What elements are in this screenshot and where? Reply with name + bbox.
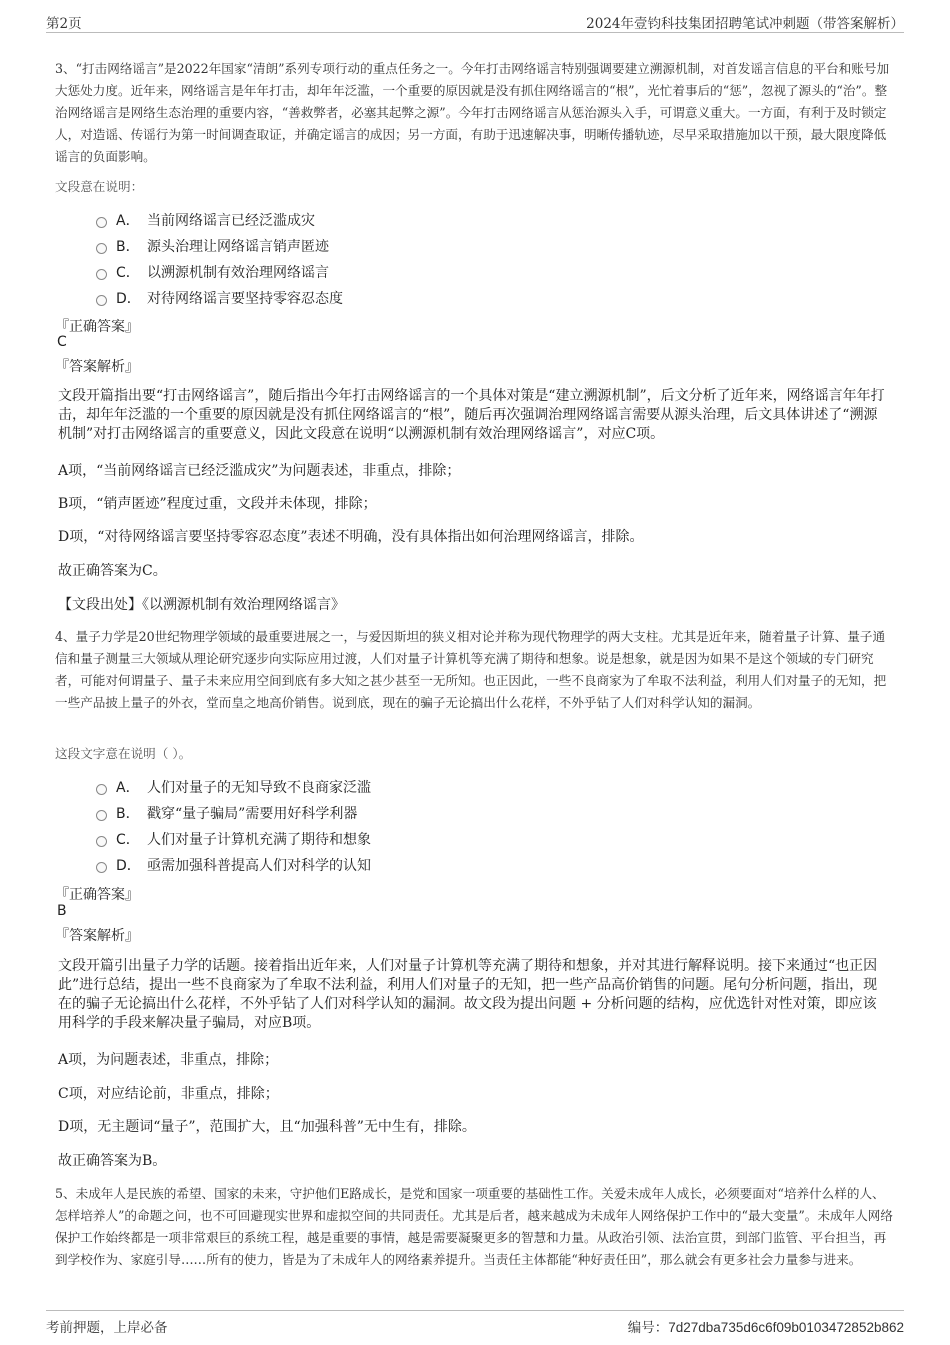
option-text: 人们对量子计算机充满了期待和想象 bbox=[147, 832, 371, 848]
q3-options bbox=[96, 207, 896, 311]
radio-icon[interactable] bbox=[96, 862, 107, 873]
q3-option-d[interactable] bbox=[96, 285, 896, 311]
option-letter: D． bbox=[116, 291, 141, 307]
option-letter: A． bbox=[116, 213, 140, 229]
q4-note-a: A项，为问题表述，非重点，排除； bbox=[58, 1052, 279, 1068]
q4-answer: B bbox=[57, 903, 67, 919]
q3-answer-label: 『正确答案』 bbox=[55, 319, 139, 335]
option-letter: A． bbox=[116, 780, 140, 796]
option-letter: C． bbox=[116, 832, 140, 848]
q3-note-d: D项，“对待网络谣言要坚持零容忍态度”表述不明确，没有具体指出如何治理网络谣言，排除。 bbox=[58, 529, 644, 545]
page-header bbox=[46, 8, 904, 33]
radio-icon[interactable] bbox=[96, 243, 107, 254]
q3-option-a[interactable] bbox=[96, 207, 896, 233]
code-label: 编号： bbox=[627, 1320, 669, 1336]
q3-conclusion: 故正确答案为C。 bbox=[58, 563, 167, 579]
q4-option-c[interactable] bbox=[96, 826, 896, 852]
option-text: 当前网络谣言已经泛滥成灾 bbox=[147, 213, 315, 229]
q4-option-d[interactable] bbox=[96, 852, 896, 878]
q5-passage: 5、未成年人是民族的希望、国家的未来，守护他们E路成长，是党和国家一项重要的基础性工作。关爱未成年人成长，必须要面对“培养什么样的人、怎样培养人”的命题之问，也不可回避现实世界和虚拟空间的共同责任。尤其是后者，越来越成为未成年人网络保护工作中的“最大变量”。未成年人网络保护工作始终都是一项非常艰巨的系统工程，越是重要的事情，越是需要凝聚更多的智慧和力量。从政治引领、法治宣贯，到部门监管、平台担当，再到学校作为、家庭引导……所有的使力，皆是为了未成年人的网络素养提升。当责任主体都能“种好责任田”，那么就会有更多社会力量参与进来。 bbox=[55, 1186, 893, 1267]
option-text: 源头治理让网络谣言销声匿迹 bbox=[147, 239, 329, 255]
q3-note-b: B项，“销声匿迹”程度过重，文段并未体现，排除； bbox=[58, 496, 377, 512]
q4-note-d: D项，无主题词“量子”，范围扩大，且“加强科普”无中生有，排除。 bbox=[58, 1119, 476, 1135]
q3-passage: 3、“打击网络谣言”是2022年国家“清朗”系列专项行动的重点任务之一。今年打击网络谣言特别强调要建立溯源机制，对首发谣言信息的平台和账号加大惩处力度。近年来，网络谣言是年年打击，却年年泛滥，一个重要的原因就是没有抓住网络谣言的“根”，光忙着事后的“惩”，忽视了源头的“治”。整治网络谣言是网络生态治理的重要内容，“善救弊者，必塞其起弊之源”。今年打击网络谣言从惩治源头入手，可谓意义重大。一方面，有利于及时锁定人，对造谣、传谣行为第一时间调查取证，并确定谣言的成因；另一方面，有助于迅速解决事，明晰传播轨迹，尽早采取措施加以干预，最大限度降低谣言的负面影响。 bbox=[55, 61, 890, 164]
radio-icon[interactable] bbox=[96, 295, 107, 306]
option-letter: D． bbox=[116, 858, 141, 874]
q3-option-c[interactable] bbox=[96, 259, 896, 285]
q4-answer-label: 『正确答案』 bbox=[55, 887, 139, 903]
option-letter: B． bbox=[116, 239, 140, 255]
q4-options bbox=[96, 774, 896, 878]
option-letter: B． bbox=[116, 806, 140, 822]
q3-option-b[interactable] bbox=[96, 233, 896, 259]
option-text: 戳穿“量子骗局”需要用好科学利器 bbox=[147, 806, 358, 822]
radio-icon[interactable] bbox=[96, 836, 107, 847]
document-code bbox=[628, 1316, 904, 1336]
q3-note-a: A项，“当前网络谣言已经泛滥成灾”为问题表述，非重点，排除； bbox=[58, 463, 461, 479]
radio-icon[interactable] bbox=[96, 784, 107, 795]
q4-analysis: 文段开篇引出量子力学的话题。接着指出近年来，人们对量子计算机等充满了期待和想象，并对其进行解释说明。接下来通过“也正因此”进行总结，提出一些不良商家为了牟取不法利益，利用人们对量子的无知，把一些产品高价销售的问题。尾句分析问题，指出，现在的骗子无论搞出什么花样，不外乎钻了人们对科学认知的漏洞。故文段为提出问题 + 分析问题的结构，应优选针对性对策，即应该用科学的手段来解决量子骗局，对应B项。 bbox=[58, 958, 878, 1031]
q3-source: 【文段出处】《以溯源机制有效治理网络谣言》 bbox=[58, 597, 345, 613]
q4-option-a[interactable] bbox=[96, 774, 896, 800]
footer-slogan: 考前押题，上岸必备 bbox=[46, 1320, 168, 1336]
q4-option-b[interactable] bbox=[96, 800, 896, 826]
page-footer bbox=[46, 1310, 904, 1337]
option-text: 对待网络谣言要坚持零容忍态度 bbox=[147, 291, 343, 307]
q4-analysis-label: 『答案解析』 bbox=[55, 928, 139, 944]
page-number: 第2页 bbox=[46, 16, 82, 32]
q3-answer: C bbox=[57, 334, 67, 350]
option-text: 亟需加强科普提高人们对科学的认知 bbox=[147, 858, 371, 874]
q4-note-c: C项，对应结论前，非重点，排除； bbox=[58, 1086, 279, 1102]
radio-icon[interactable] bbox=[96, 810, 107, 821]
q4-passage: 4、量子力学是20世纪物理学领域的最重要进展之一，与爱因斯坦的狭义相对论并称为现代物理学的两大支柱。尤其是近年来，随着量子计算、量子通信和量子测量三大领域从理论研究逐步向实际应用过渡，人们对量子计算机等充满了期待和想象。说是想象，就是因为如果不是这个领域的专门研究者，可能对何谓量子、量子未来应用空间到底有多大知之甚少甚至一无所知。也正因此，一些不良商家为了牟取不法利益，利用人们对量子的无知，把一些产品披上量子的外衣，堂而皇之地高价销售。说到底，现在的骗子无论搞出什么花样，不外乎钻了人们对科学认知的漏洞。 bbox=[55, 629, 887, 710]
q3-analysis-label: 『答案解析』 bbox=[55, 359, 139, 375]
q3-stem: 文段意在说明： bbox=[55, 179, 144, 194]
q4-stem: 这段文字意在说明（ ）。 bbox=[55, 746, 192, 761]
option-text: 以溯源机制有效治理网络谣言 bbox=[147, 265, 329, 281]
q4-conclusion: 故正确答案为B。 bbox=[58, 1153, 167, 1169]
q3-analysis: 文段开篇指出要“打击网络谣言”，随后指出今年打击网络谣言的一个具体对策是“建立溯源机制”，后文分析了近年来，网络谣言年年打击，却年年泛滥的一个重要的原因就是没有抓住网络谣言的“根”，随后再次强调治理网络谣言需要从源头治理，后文具体讲述了“溯源机制”对打击网络谣言的重要意义，因此文段意在说明“以溯源机制有效治理网络谣言”，对应C项。 bbox=[58, 388, 885, 442]
option-text: 人们对量子的无知导致不良商家泛滥 bbox=[147, 780, 371, 796]
code-value: 7d27dba735d6c6f09b0103472852b862 bbox=[668, 1320, 904, 1335]
radio-icon[interactable] bbox=[96, 269, 107, 280]
document-title: 2024年壹钧科技集团招聘笔试冲刺题（带答案解析） bbox=[586, 16, 904, 32]
option-letter: C． bbox=[116, 265, 140, 281]
radio-icon[interactable] bbox=[96, 217, 107, 228]
